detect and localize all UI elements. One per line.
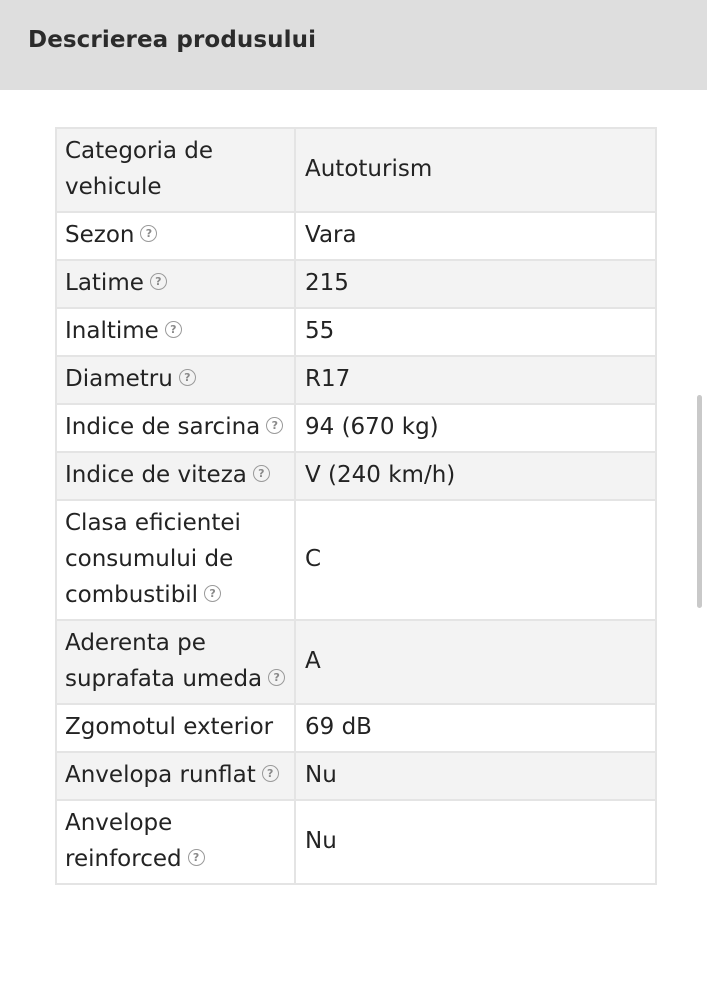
spec-row-load-index [56,404,656,452]
spec-label-cell [56,500,295,620]
help-icon[interactable]: ? [165,321,182,338]
spec-value: 215 [295,260,656,308]
spec-value: Autoturism [295,128,656,212]
spec-label-cell [56,128,295,212]
spec-value: Vara [295,212,656,260]
help-icon[interactable]: ? [140,225,157,242]
spec-value: 55 [295,308,656,356]
spec-label-cell [56,452,295,500]
help-icon[interactable]: ? [253,465,270,482]
spec-value: Nu [295,800,656,884]
spec-value: 94 (670 kg) [295,404,656,452]
spec-value: C [295,500,656,620]
spec-label: Indice de viteza [65,462,247,488]
help-icon[interactable]: ? [262,765,279,782]
spec-value: V (240 km/h) [295,452,656,500]
help-icon[interactable]: ? [204,585,221,602]
spec-row-fuel-efficiency [56,500,656,620]
help-icon[interactable]: ? [188,849,205,866]
spec-label-cell [56,308,295,356]
spec-row-reinforced [56,800,656,884]
spec-label: Anvelope reinforced [65,810,182,872]
spec-label-cell [56,260,295,308]
spec-label-cell [56,704,295,752]
help-icon[interactable]: ? [266,417,283,434]
spec-label-cell [56,404,295,452]
spec-label: Sezon [65,222,135,248]
spec-label: Anvelopa runflat [65,762,256,788]
product-specs-table [55,127,657,885]
spec-label-cell [56,752,295,800]
spec-label: Inaltime [65,318,159,344]
spec-label-cell [56,620,295,704]
spec-value: 69 dB [295,704,656,752]
spec-label-cell [56,212,295,260]
section-title: Descrierea produsului [28,27,317,53]
spec-row-external-noise [56,704,656,752]
spec-label: Indice de sarcina [65,414,261,440]
help-icon[interactable]: ? [179,369,196,386]
spec-value: R17 [295,356,656,404]
spec-row-runflat [56,752,656,800]
section-header [0,0,707,90]
product-specs-table-wrapper [55,127,652,885]
help-icon[interactable]: ? [268,669,285,686]
spec-row-width [56,260,656,308]
spec-row-speed-index [56,452,656,500]
spec-row-season [56,212,656,260]
spec-label-cell [56,800,295,884]
help-icon[interactable]: ? [150,273,167,290]
spec-value: Nu [295,752,656,800]
spec-label: Categoria de vehicule [65,138,213,200]
spec-row-vehicle-category [56,128,656,212]
spec-row-diameter [56,356,656,404]
spec-label: Latime [65,270,144,296]
scrollbar-thumb[interactable] [697,395,702,608]
spec-value: A [295,620,656,704]
spec-label: Clasa eficientei consumului de combustibil [65,510,241,608]
spec-row-height [56,308,656,356]
spec-label: Aderenta pe suprafata umeda [65,630,263,692]
spec-label: Diametru [65,366,173,392]
spec-label-cell [56,356,295,404]
spec-row-wet-grip [56,620,656,704]
spec-label: Zgomotul exterior [65,714,274,740]
